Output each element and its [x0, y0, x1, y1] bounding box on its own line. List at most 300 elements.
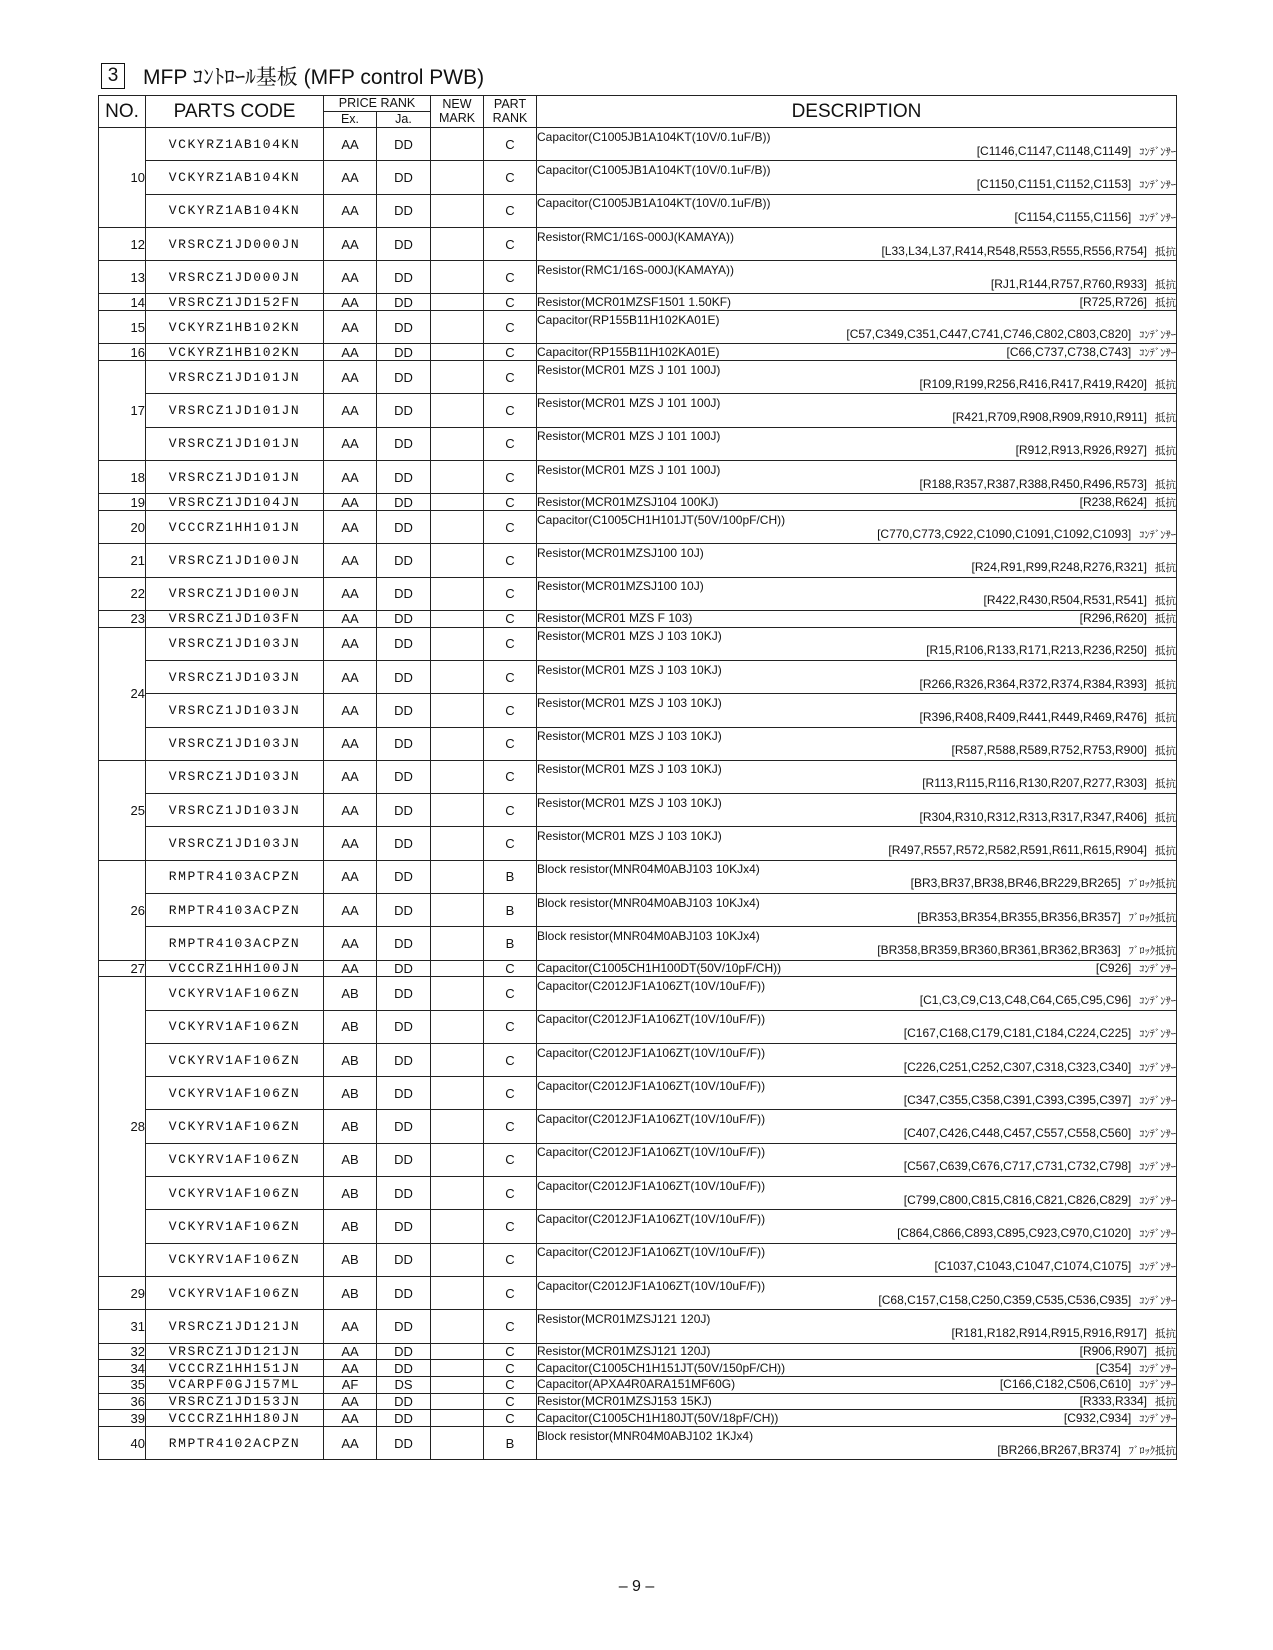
part-rank: B [484, 927, 537, 960]
price-rank-ex: AA [324, 627, 377, 660]
price-rank-ja: DD [377, 727, 431, 760]
price-rank-ex: AA [324, 344, 377, 361]
price-rank-ja: DD [377, 1410, 431, 1427]
price-rank-ex: AA [324, 927, 377, 960]
table-row [99, 893, 1177, 926]
description-kana: ｺﾝﾃﾞﾝｻｰ [1139, 178, 1176, 191]
description-refs-line [537, 1193, 1176, 1208]
table-row [99, 194, 1177, 227]
table-row [99, 227, 1177, 260]
part-rank: B [484, 860, 537, 893]
price-rank-ex: AA [324, 161, 377, 194]
price-rank-ex: AF [324, 1376, 377, 1393]
description-line [537, 611, 1176, 626]
table-row [99, 344, 1177, 361]
price-rank-ja: DD [377, 461, 431, 494]
new-mark [431, 311, 484, 344]
description-name: Resistor(MCR01 MZS J 101 100J) [537, 362, 721, 377]
description-kana: 抵抗 [1155, 1327, 1176, 1340]
description-refs-group [1064, 1411, 1176, 1426]
item-number: 13 [99, 261, 146, 294]
table-row [99, 544, 1177, 577]
parts-code: VCKYRV1AF106ZN [146, 1276, 324, 1309]
part-rank: C [484, 1110, 537, 1143]
description-refs-line [537, 677, 1176, 692]
price-rank-ja: DD [377, 1393, 431, 1410]
price-rank-ex: AA [324, 577, 377, 610]
item-number: 17 [99, 361, 146, 461]
new-mark [431, 760, 484, 793]
new-mark [431, 627, 484, 660]
price-rank-ja: DD [377, 927, 431, 960]
parts-code: VCKYRZ1HB102KN [146, 344, 324, 361]
description-refs: [R421,R709,R908,R909,R910,R911] [952, 410, 1147, 425]
description [537, 694, 1177, 727]
description-kana: ｺﾝﾃﾞﾝｻｰ [1139, 1194, 1176, 1207]
table-row [99, 394, 1177, 427]
item-number: 39 [99, 1410, 146, 1427]
parts-code: VRSRCZ1JD103FN [146, 610, 324, 627]
price-rank-ex: AA [324, 494, 377, 511]
description-refs-line [537, 277, 1176, 292]
description-kana: ｺﾝﾃﾞﾝｻｰ [1139, 212, 1176, 225]
description-refs-line [537, 876, 1176, 891]
description-name: Resistor(MCR01 MZS J 101 100J) [537, 429, 721, 444]
description-refs: [R181,R182,R914,R915,R916,R917] [951, 1325, 1147, 1340]
description [537, 927, 1177, 960]
description-refs-line [537, 1126, 1176, 1141]
description-name: Resistor(MCR01 MZS J 101 100J) [537, 462, 721, 477]
price-rank-ja: DD [377, 1360, 431, 1377]
table-row [99, 261, 1177, 294]
part-rank: C [484, 227, 537, 260]
parts-code: VCKYRV1AF106ZN [146, 977, 324, 1010]
table-row [99, 1360, 1177, 1377]
description-name: Block resistor(MNR04M0ABJ103 10KJx4) [537, 928, 760, 943]
parts-code: VCKYRV1AF106ZN [146, 1210, 324, 1243]
section-title [101, 62, 484, 90]
table-row [99, 1376, 1177, 1393]
price-rank-ex: AA [324, 893, 377, 926]
price-rank-ex: AA [324, 394, 377, 427]
description-line [537, 495, 1176, 510]
description-name: Capacitor(C2012JF1A106ZT(10V/10uF/F)) [537, 978, 766, 993]
part-rank: C [484, 1376, 537, 1393]
table-row [99, 461, 1177, 494]
description-refs-line [537, 910, 1176, 925]
description-refs: [C1150,C1151,C1152,C1153] [976, 176, 1132, 191]
description-refs: [C567,C639,C676,C717,C731,C732,C798] [903, 1159, 1132, 1174]
price-rank-ex: AA [324, 1393, 377, 1410]
new-mark [431, 1210, 484, 1243]
col-header-part-rank-line2: RANK [492, 110, 528, 125]
new-mark [431, 344, 484, 361]
table-row [99, 1410, 1177, 1427]
description-refs-line [537, 743, 1176, 758]
price-rank-ja: DD [377, 827, 431, 860]
price-rank-ex: AA [324, 461, 377, 494]
part-rank: C [484, 194, 537, 227]
description-refs-line [537, 527, 1176, 542]
new-mark [431, 128, 484, 161]
part-rank: C [484, 1010, 537, 1043]
description-refs-line [537, 1443, 1176, 1458]
new-mark [431, 727, 484, 760]
description-refs-line [537, 327, 1176, 342]
parts-code: VCCCRZ1HH180JN [146, 1410, 324, 1427]
description-kana: 抵抗 [1155, 1395, 1176, 1408]
description-refs-group [1007, 345, 1177, 360]
description-refs: [R497,R557,R572,R582,R591,R611,R615,R904] [888, 843, 1147, 858]
price-rank-ex: AA [324, 1360, 377, 1377]
description-refs-group [1080, 1344, 1176, 1359]
description-refs-line [537, 710, 1176, 725]
description-name: Capacitor(C2012JF1A106ZT(10V/10uF/F)) [537, 1045, 766, 1060]
description-refs: [C932,C934] [1063, 1410, 1132, 1425]
col-header-new-mark-line2: MARK [438, 110, 476, 125]
description-refs-group [1000, 1377, 1176, 1392]
table-row [99, 627, 1177, 660]
price-rank-ja: DD [377, 227, 431, 260]
description-kana: ｺﾝﾃﾞﾝｻｰ [1139, 1061, 1176, 1074]
description-refs: [R15,R106,R133,R171,R213,R236,R250] [926, 643, 1147, 658]
price-rank-ja: DD [377, 361, 431, 394]
description-refs-line [537, 1060, 1176, 1075]
table-row [99, 511, 1177, 544]
new-mark [431, 394, 484, 427]
description-name: Resistor(MCR01MZSJ121 120J) [537, 1343, 711, 1358]
description-refs: [R24,R91,R99,R248,R276,R321] [971, 559, 1147, 574]
new-mark [431, 1243, 484, 1276]
new-mark [431, 461, 484, 494]
new-mark [431, 1310, 484, 1343]
new-mark [431, 294, 484, 311]
description-refs-group [1096, 1361, 1176, 1376]
description [537, 1343, 1177, 1360]
description [537, 344, 1177, 361]
description [537, 394, 1177, 427]
new-mark [431, 1426, 484, 1459]
description [537, 461, 1177, 494]
description-kana: ｺﾝﾃﾞﾝｻｰ [1139, 1294, 1176, 1307]
section-number: 3 [101, 63, 125, 89]
description-kana: 抵抗 [1155, 613, 1176, 626]
new-mark [431, 1010, 484, 1043]
new-mark [431, 694, 484, 727]
item-number: 36 [99, 1393, 146, 1410]
parts-code: VRSRCZ1JD103JN [146, 827, 324, 860]
item-number: 27 [99, 960, 146, 977]
table-row [99, 794, 1177, 827]
description-kana: ﾌﾞﾛｯｸ抵抗 [1128, 911, 1176, 924]
table-row [99, 660, 1177, 693]
price-rank-ja: DD [377, 261, 431, 294]
table-row [99, 1243, 1177, 1276]
price-rank-ja: DD [377, 893, 431, 926]
description-name: Capacitor(C1005CH1H101JT(50V/100pF/CH)) [537, 512, 786, 527]
table-row [99, 1310, 1177, 1343]
price-rank-ex: AA [324, 1426, 377, 1459]
item-number: 14 [99, 294, 146, 311]
description [537, 494, 1177, 511]
description-name: Resistor(MCR01 MZS J 103 10KJ) [537, 662, 722, 677]
part-rank: C [484, 1410, 537, 1427]
description [537, 977, 1177, 1010]
table-row [99, 860, 1177, 893]
description-refs: [L33,L34,L37,R414,R548,R553,R555,R556,R754] [881, 243, 1147, 258]
price-rank-ex: AB [324, 1143, 377, 1176]
description-name: Resistor(RMC1/16S-000J(KAMAYA)) [537, 262, 734, 277]
part-rank: C [484, 394, 537, 427]
description [537, 827, 1177, 860]
new-mark [431, 227, 484, 260]
parts-code: VRSRCZ1JD121JN [146, 1343, 324, 1360]
table-row [99, 927, 1177, 960]
price-rank-ex: AA [324, 960, 377, 977]
part-rank: C [484, 1243, 537, 1276]
table-row [99, 1343, 1177, 1360]
description [537, 511, 1177, 544]
description-kana: 抵抗 [1155, 296, 1176, 309]
description-kana: 抵抗 [1155, 595, 1176, 608]
description-refs: [C926] [1095, 960, 1132, 975]
description-refs-line [537, 477, 1176, 492]
item-number: 19 [99, 494, 146, 511]
part-rank: C [484, 427, 537, 460]
description-kana: 抵抗 [1155, 1345, 1176, 1358]
description [537, 1110, 1177, 1143]
description [537, 1360, 1177, 1377]
price-rank-ja: DD [377, 1177, 431, 1210]
parts-table-body [99, 128, 1177, 1460]
description-name: Resistor(MCR01 MZS J 103 10KJ) [537, 829, 722, 844]
description-kana: ﾌﾞﾛｯｸ抵抗 [1128, 878, 1176, 891]
item-number: 18 [99, 461, 146, 494]
parts-code: VCKYRV1AF106ZN [146, 1143, 324, 1176]
parts-code: VRSRCZ1JD104JN [146, 494, 324, 511]
table-row [99, 294, 1177, 311]
table-row [99, 727, 1177, 760]
description [537, 1426, 1177, 1459]
description-refs: [BR3,BR37,BR38,BR46,BR229,BR265] [910, 876, 1121, 891]
description-refs-group [1080, 1394, 1176, 1409]
description-name: Resistor(MCR01MZSF1501 1.50KF) [537, 294, 732, 309]
part-rank: C [484, 1393, 537, 1410]
description-refs: [R906,R907] [1079, 1343, 1147, 1358]
parts-code: VCKYRZ1AB104KN [146, 194, 324, 227]
description-refs: [R113,R115,R116,R130,R207,R277,R303] [922, 776, 1147, 791]
item-number: 10 [99, 128, 146, 228]
new-mark [431, 1376, 484, 1393]
description-name: Resistor(MCR01 MZS J 103 10KJ) [537, 762, 722, 777]
description [537, 610, 1177, 627]
new-mark [431, 261, 484, 294]
price-rank-ex: AB [324, 1077, 377, 1110]
item-number: 26 [99, 860, 146, 960]
description-name: Capacitor(C2012JF1A106ZT(10V/10uF/F)) [537, 1012, 766, 1027]
description-refs-line [537, 1326, 1176, 1341]
part-rank: C [484, 1177, 537, 1210]
item-number: 31 [99, 1310, 146, 1343]
parts-code: VRSRCZ1JD121JN [146, 1310, 324, 1343]
price-rank-ex: AA [324, 760, 377, 793]
col-header-ja: Ja. [377, 112, 431, 128]
description-kana: ｺﾝﾃﾞﾝｻｰ [1139, 328, 1176, 341]
price-rank-ja: DD [377, 660, 431, 693]
description-refs-line [537, 776, 1176, 791]
description-kana: 抵抗 [1155, 478, 1176, 491]
col-header-description: DESCRIPTION [537, 96, 1177, 128]
description-name: Resistor(MCR01 MZS J 103 10KJ) [537, 695, 722, 710]
description-name: Capacitor(C1005JB1A104KT(10V/0.1uF/B)) [537, 162, 771, 177]
price-rank-ja: DD [377, 427, 431, 460]
item-number: 35 [99, 1376, 146, 1393]
item-number: 21 [99, 544, 146, 577]
part-rank: C [484, 660, 537, 693]
description-name: Block resistor(MNR04M0ABJ103 10KJx4) [537, 862, 760, 877]
price-rank-ja: DD [377, 544, 431, 577]
description-kana: 抵抗 [1155, 778, 1176, 791]
new-mark [431, 893, 484, 926]
description-refs-line [537, 1026, 1176, 1041]
part-rank: C [484, 1210, 537, 1243]
description-line [537, 1394, 1176, 1409]
description-refs: [C864,C866,C893,C895,C923,C970,C1020] [897, 1225, 1132, 1240]
parts-code: VRSRCZ1JD153JN [146, 1393, 324, 1410]
description-name: Resistor(MCR01MZSJ153 15KJ) [537, 1393, 712, 1408]
price-rank-ex: AA [324, 727, 377, 760]
new-mark [431, 794, 484, 827]
new-mark [431, 977, 484, 1010]
description-refs: [C407,C426,C448,C457,C557,C558,C560] [903, 1126, 1132, 1141]
description [537, 727, 1177, 760]
price-rank-ex: AA [324, 660, 377, 693]
description-kana: ｺﾝﾃﾞﾝｻｰ [1139, 994, 1176, 1007]
price-rank-ja: DD [377, 760, 431, 793]
description-kana: 抵抗 [1155, 711, 1176, 724]
price-rank-ja: DD [377, 1110, 431, 1143]
description-refs: [C347,C355,C358,C391,C393,C395,C397] [903, 1092, 1132, 1107]
description-name: Capacitor(C2012JF1A106ZT(10V/10uF/F)) [537, 1078, 766, 1093]
price-rank-ex: AA [324, 860, 377, 893]
part-rank: C [484, 977, 537, 1010]
new-mark [431, 544, 484, 577]
price-rank-ja: DD [377, 194, 431, 227]
part-rank: C [484, 461, 537, 494]
parts-code: RMPTR4102ACPZN [146, 1426, 324, 1459]
price-rank-ex: AA [324, 128, 377, 161]
section-title-text: MFP ｺﾝﾄﾛｰﾙ基板 (MFP control PWB) [143, 66, 485, 89]
price-rank-ja: DD [377, 577, 431, 610]
parts-code: VCKYRV1AF106ZN [146, 1177, 324, 1210]
description-line [537, 1344, 1176, 1359]
price-rank-ex: AA [324, 1310, 377, 1343]
new-mark [431, 960, 484, 977]
item-number: 29 [99, 1276, 146, 1309]
col-header-price-rank: PRICE RANK [324, 96, 431, 112]
table-row [99, 1077, 1177, 1110]
description [537, 311, 1177, 344]
parts-code: VRSRCZ1JD101JN [146, 461, 324, 494]
description-refs-line [537, 410, 1176, 425]
part-rank: C [484, 1043, 537, 1076]
new-mark [431, 1143, 484, 1176]
parts-code: RMPTR4103ACPZN [146, 893, 324, 926]
item-number: 22 [99, 577, 146, 610]
price-rank-ex: AB [324, 1243, 377, 1276]
parts-code: VCKYRV1AF106ZN [146, 1010, 324, 1043]
table-row [99, 1393, 1177, 1410]
description-refs-line [537, 244, 1176, 259]
price-rank-ex: AA [324, 194, 377, 227]
parts-code: VCARPF0GJ157ML [146, 1376, 324, 1393]
description [537, 660, 1177, 693]
col-header-ex: Ex. [324, 112, 377, 128]
description-refs: [C66,C737,C738,C743] [1006, 344, 1132, 359]
description-kana: 抵抗 [1155, 645, 1176, 658]
col-header-new-mark [431, 96, 484, 128]
price-rank-ex: AB [324, 977, 377, 1010]
price-rank-ex: AA [324, 794, 377, 827]
new-mark [431, 511, 484, 544]
description-refs-line [537, 843, 1176, 858]
price-rank-ja: DD [377, 311, 431, 344]
description-refs-line [537, 1293, 1176, 1308]
description-refs: [R422,R430,R504,R531,R541] [983, 593, 1147, 608]
parts-code: VRSRCZ1JD000JN [146, 261, 324, 294]
price-rank-ja: DD [377, 960, 431, 977]
description [537, 1276, 1177, 1309]
description-kana: ｺﾝﾃﾞﾝｻｰ [1139, 1379, 1176, 1392]
description-refs: [RJ1,R144,R757,R760,R933] [990, 276, 1147, 291]
new-mark [431, 161, 484, 194]
price-rank-ja: DD [377, 694, 431, 727]
table-row [99, 1177, 1177, 1210]
description [537, 227, 1177, 260]
price-rank-ja: DD [377, 1077, 431, 1110]
description-refs-line [537, 943, 1176, 958]
parts-code: VCKYRV1AF106ZN [146, 1043, 324, 1076]
parts-code: VRSRCZ1JD101JN [146, 427, 324, 460]
description-name: Block resistor(MNR04M0ABJ103 10KJx4) [537, 895, 760, 910]
price-rank-ja: DD [377, 1426, 431, 1459]
description-refs-line [537, 1159, 1176, 1174]
description-refs-line [537, 810, 1176, 825]
part-rank: C [484, 794, 537, 827]
item-number: 40 [99, 1426, 146, 1459]
description-refs: [C1037,C1043,C1047,C1074,C1075] [934, 1259, 1132, 1274]
price-rank-ja: DD [377, 1043, 431, 1076]
description-name: Resistor(MCR01MZSJ100 10J) [537, 579, 704, 594]
price-rank-ja: DD [377, 1243, 431, 1276]
description-refs: [BR358,BR359,BR360,BR361,BR362,BR363] [877, 942, 1121, 957]
part-rank: C [484, 494, 537, 511]
price-rank-ex: AA [324, 261, 377, 294]
price-rank-ex: AA [324, 511, 377, 544]
part-rank: C [484, 161, 537, 194]
parts-code: RMPTR4103ACPZN [146, 927, 324, 960]
price-rank-ja: DD [377, 977, 431, 1010]
parts-code: VCCCRZ1HH101JN [146, 511, 324, 544]
description-name: Capacitor(C2012JF1A106ZT(10V/10uF/F)) [537, 1145, 766, 1160]
description-refs-line [537, 993, 1176, 1008]
part-rank: C [484, 577, 537, 610]
description-kana: ｺﾝﾃﾞﾝｻｰ [1139, 1227, 1176, 1240]
description-refs-group [1080, 611, 1176, 626]
price-rank-ja: DD [377, 1343, 431, 1360]
new-mark [431, 577, 484, 610]
description-refs: [C1,C3,C9,C13,C48,C64,C65,C95,C96] [919, 992, 1132, 1007]
